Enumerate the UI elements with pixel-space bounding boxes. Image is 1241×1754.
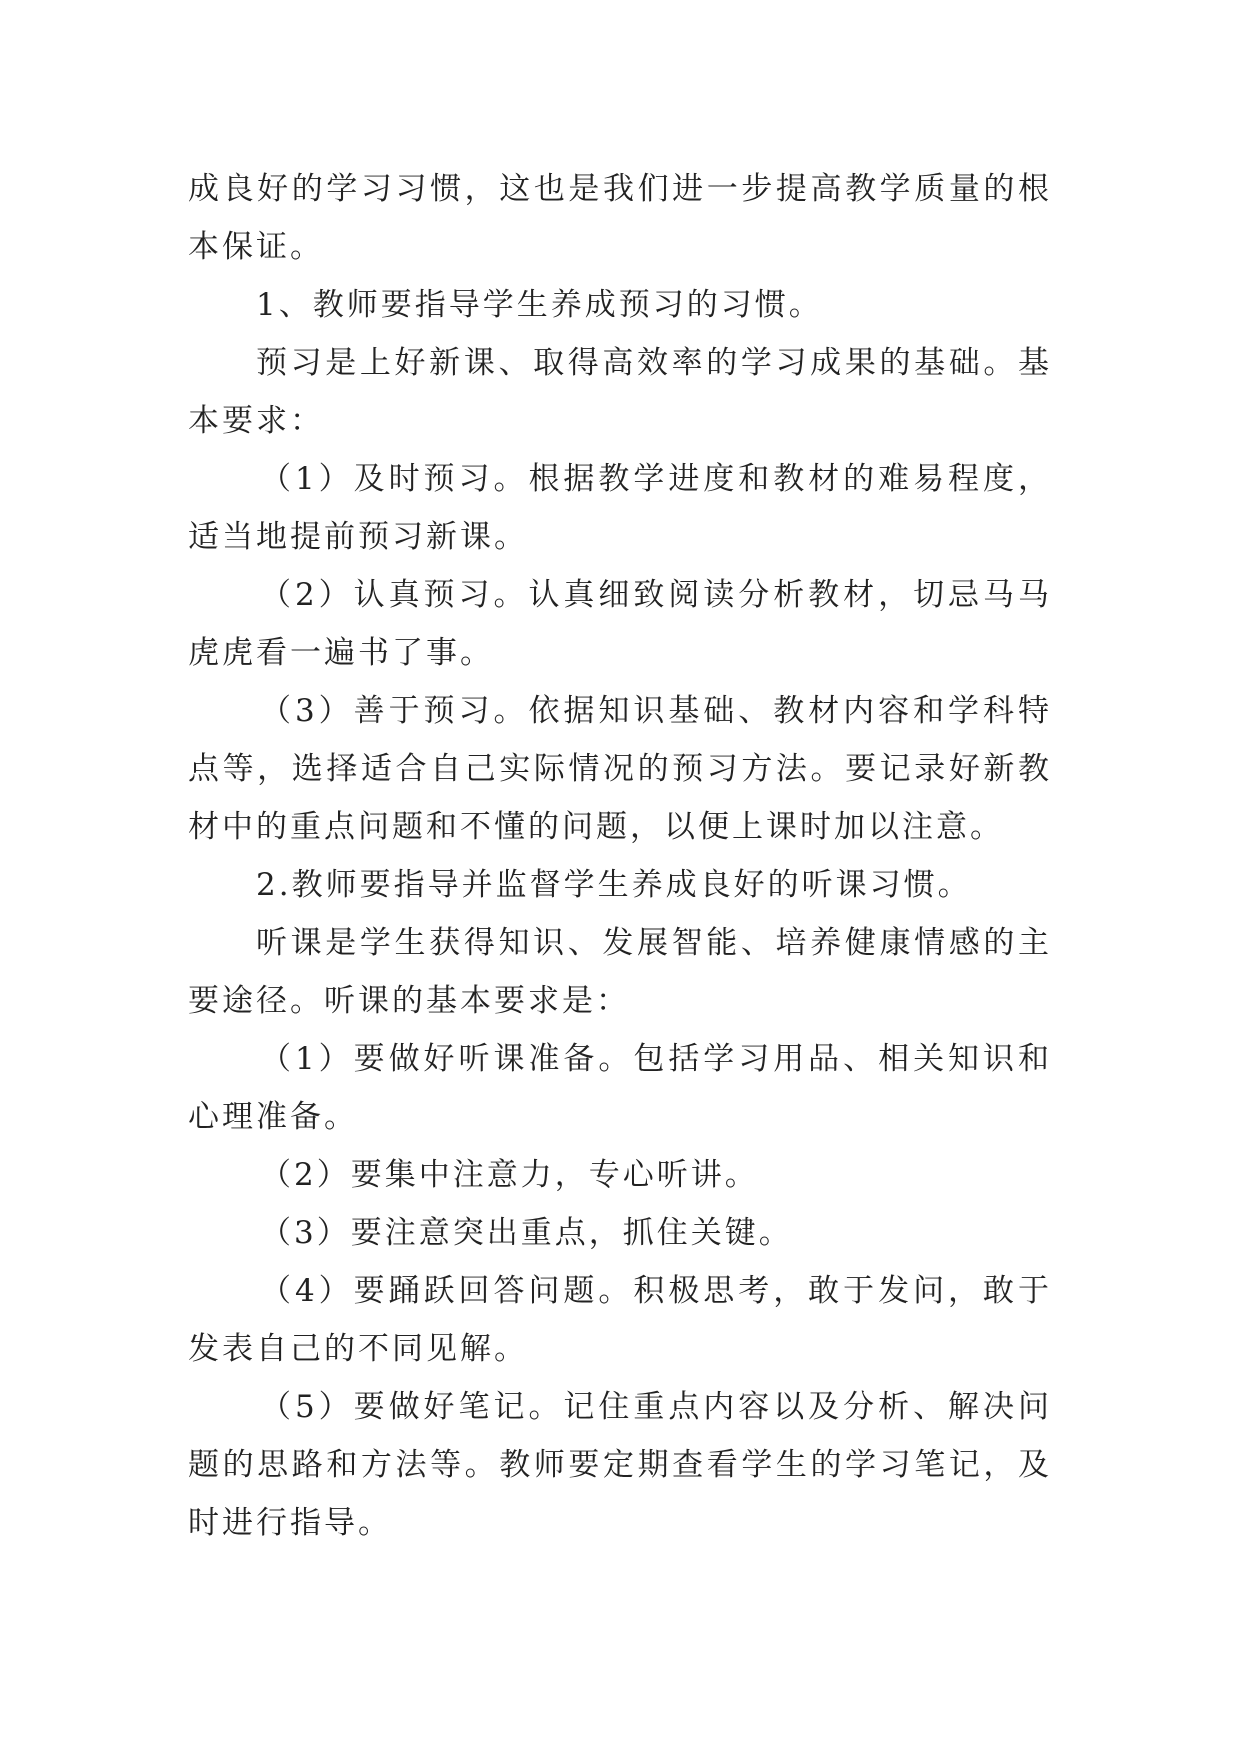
- paragraph-preview-item-1: （1）及时预习。根据教学进度和教材的难易程度，适当地提前预习新课。: [188, 461, 1052, 555]
- paragraph-listening-item-4: （4）要踊跃回答问题。积极思考，敢于发问，敢于发表自己的不同见解。: [188, 1273, 1052, 1367]
- paragraph-heading-preview-habit: 1、教师要指导学生养成预习的习惯。: [256, 287, 823, 323]
- paragraph-preview-item-3: （3）善于预习。依据知识基础、教材内容和学科特点等，选择适合自己实际情况的预习方法。要记录好新教材中的重点问题和不懂的问题，以便上课时加以注意。: [188, 693, 1052, 845]
- paragraph-listening-item-5: （5）要做好笔记。记住重点内容以及分析、解决问题的思路和方法等。教师要定期查看学生的学习笔记，及时进行指导。: [188, 1389, 1052, 1541]
- paragraph-listening-item-3: （3）要注意突出重点，抓住关键。: [260, 1215, 793, 1251]
- paragraph-preview-item-2: （2）认真预习。认真细致阅读分析教材，切忌马马虎虎看一遍书了事。: [188, 577, 1052, 671]
- paragraph-listening-intro: 听课是学生获得知识、发展智能、培养健康情感的主要途径。听课的基本要求是：: [188, 925, 1052, 1019]
- document-body: [188, 160, 1052, 1552]
- paragraph-heading-listening-habit: 2.教师要指导并监督学生养成良好的听课习惯。: [256, 867, 972, 903]
- paragraph-listening-item-1: （1）要做好听课准备。包括学习用品、相关知识和心理准备。: [188, 1041, 1052, 1135]
- paragraph-preview-intro: 预习是上好新课、取得高效率的学习成果的基础。基本要求：: [188, 345, 1052, 439]
- paragraph-listening-item-2: （2）要集中注意力，专心听讲。: [260, 1157, 759, 1193]
- paragraph-continuation: 成良好的学习习惯，这也是我们进一步提高教学质量的根本保证。: [188, 171, 1052, 265]
